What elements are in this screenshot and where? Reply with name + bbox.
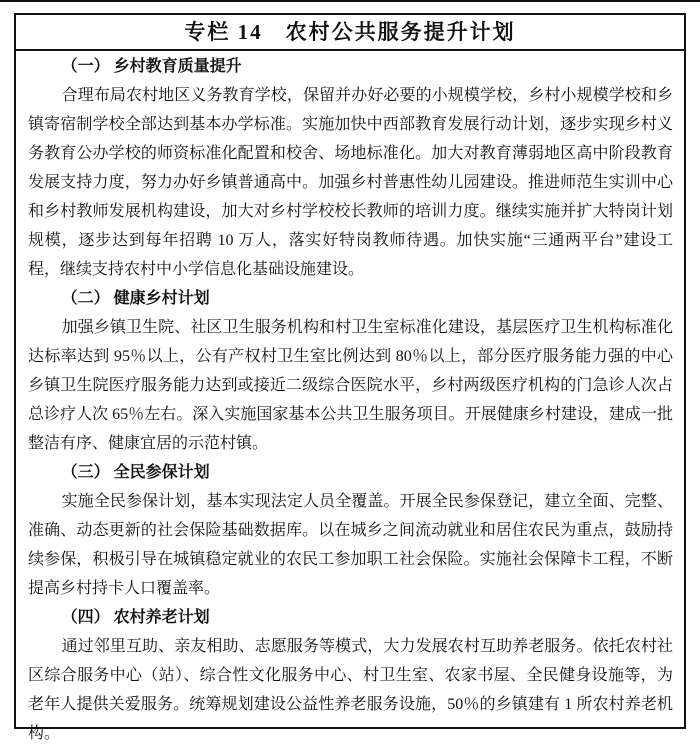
section-paragraph: 加强乡镇卫生院、社区卫生服务机构和村卫生室标准化建设，基层医疗卫生机构标准化达标率达到 95％以上，公有产权村卫生室比例达到 80％以上，部分医疗服务能力强的中心乡镇卫生院医疗服务能力达到或接近二级综合医院水平，乡村两级医疗机构的门急诊人次占总诊疗人次 65％左右。深入实施国家基本公共卫生服务项目。开展健康乡村建设，建成一批整洁有序、健康宜居的示范村镇。 <box>28 319 673 452</box>
top-rule-divider <box>0 0 700 2</box>
panel-body <box>16 51 684 748</box>
panel-title: 专栏 14 农村公共服务提升计划 <box>16 15 684 51</box>
section-education <box>28 52 673 284</box>
section-heading: （三） 全民参保计划 <box>61 464 210 481</box>
section-paragraph: 合理布局农村地区义务教育学校，保留并办好必要的小规模学校，乡村小规模学校和乡镇寄宿制学校全部达到基本办学标准。实施加快中西部教育发展行动计划，逐步实现乡村义务教育公办学校的师资标准化配置和校舍、场地标准化。加大对教育薄弱地区高中阶段教育发展支持力度，努力办好乡镇普通高中。加强乡村普惠性幼儿园建设。推进师范生实训中心和乡村教师发展机构建设，加大对乡村学校校长教师的培训力度。继续实施并扩大特岗计划规模，逐步达到每年招聘 10 万人，落实好特岗教师待遇。加快实施“三通两平台”建设工程，继续支持农村中小学信息化基础设施建设。 <box>28 87 673 278</box>
section-paragraph: 通过邻里互助、亲友相助、志愿服务等模式，大力发展农村互助养老服务。依托农村社区综合服务中心（站）、综合性文化服务中心、村卫生室、农家书屋、全民健身设施等，为老年人提供关爱服务。统筹规划建设公益性养老服务设施，50％的乡镇建有 1 所农村养老机构。 <box>28 638 673 742</box>
section-social-insurance <box>28 458 673 603</box>
section-heading: （一） 乡村教育质量提升 <box>61 58 242 75</box>
column-panel <box>14 13 686 742</box>
section-heading: （四） 农村养老计划 <box>61 609 210 626</box>
section-paragraph: 实施全民参保计划，基本实现法定人员全覆盖。开展全民参保登记，建立全面、完整、准确、动态更新的社会保险基础数据库。以在城乡之间流动就业和居住农民为重点，鼓励持续参保，积极引导在城镇稳定就业的农民工参加职工社会保险。实施社会保障卡工程，不断提高乡村持卡人口覆盖率。 <box>28 493 673 597</box>
section-health <box>28 284 673 458</box>
section-elderly-care <box>28 603 673 748</box>
section-heading: （二） 健康乡村计划 <box>61 290 210 307</box>
